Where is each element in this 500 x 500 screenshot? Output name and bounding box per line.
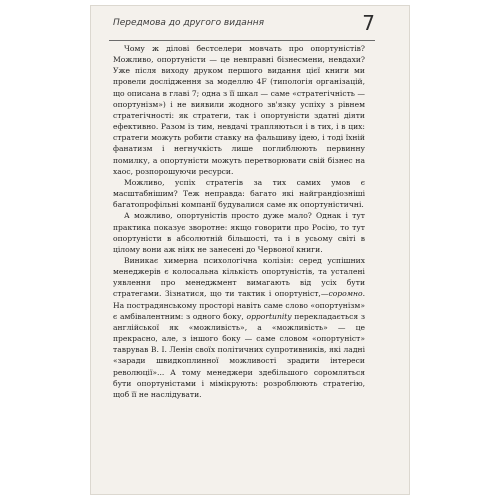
paragraph-4-part-1: Виникає химерна психологічна колізія: серед успішних менеджерів є колосальна кількість опортуністів, та усталені уявлення про менеджмент вимагають від усіх бути стратегами. Зізнатися, що ти тактик і опортуніст,— (113, 255, 365, 299)
paragraph-4-emphasis-2: opportunity (246, 311, 292, 321)
paragraph-4-part-3: перекладається з англійської як «можливість», а «можливість» — це прекрасно, але, з іншого боку — саме словом «опортуніст» таврував В. І. Ленін своїх політичних супротивників, які ладні «заради швидкоплинної можливості зрадити інтереси революції»... А тому менеджери здебільшого соромляться бути опортуністами і мімікрують: розроблюють стратегію, щоб її не наслідувати. (113, 311, 365, 399)
page-header (91, 11, 409, 36)
paragraph-4-emphasis-1: соромно (328, 289, 363, 299)
page-body (113, 43, 365, 489)
paragraph-3: А можливо, опортуністів просто дуже мало? Однак і тут практика показує зворотне: якщо говорити про Росію, то тут опортуністи в абсолютній більшості, та і в усьому світі в цілому вони аж ніяк не занесені до Червоної книги. (113, 211, 365, 254)
paragraph-4-part-2: . На пострадянському просторі навіть саме слово «опортунізм» є амбівалентним: з одного боку, (113, 289, 365, 321)
paragraph-4 (113, 255, 365, 400)
paragraph-1: Чому ж ділові бестселери мовчать про опортуністів? Можливо, опортуністи — це невправні бізнесмени, невдахи? Уже після виходу друком першого видання цієї книги ми провели дослідження за моделлю 4F (типологія організацій, що описана в главі 7; одна з її шкал — саме «стратегічність — опортунізм») і не виявили жодного зв'язку успіху з рівнем стратегічності: як стратеги, так і опортуністи здатні діяти ефективно. Разом із тим, невдачі трапляються і в тих, і в цих: стратеги можуть робити ставку на фальшиву ідею, і тоді їхній фанатизм і негнучкість лише поглиблюють первинну помилку, а опортуністи можуть перетворювати свій бізнес на хаос, розпорошуючи ресурси. (113, 44, 365, 176)
header-rule (109, 40, 375, 41)
page-number: 7 (362, 11, 375, 35)
paragraph-2: Можливо, успіх стратегів за тих самих умов є масштабнішим? Теж неправда: багато які найграндіозніші багатопрофільні компанії будувалися саме як опортуністичні. (113, 177, 365, 210)
running-title: Передмова до другого видання (113, 18, 265, 28)
book-page (91, 6, 409, 494)
